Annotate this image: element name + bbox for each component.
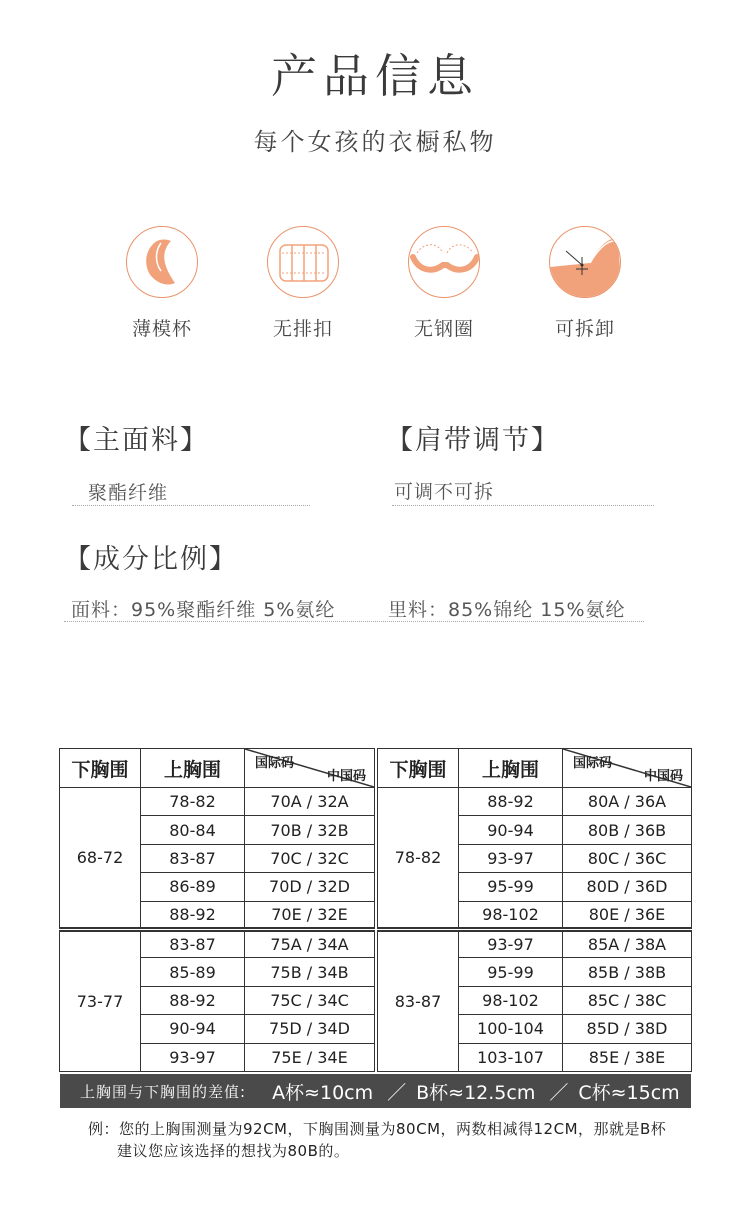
divider xyxy=(72,505,310,506)
feature-thin-mold-cup xyxy=(102,226,222,341)
over-bust-cell: 93-97 xyxy=(459,844,563,872)
over-bust-cell: 80-84 xyxy=(141,816,245,844)
strap-value: 可调不可拆 xyxy=(394,481,495,503)
feature-no-underwire xyxy=(384,226,504,341)
header-over-bust: 上胸围 xyxy=(141,749,245,788)
size-code-cell: 70D / 32D xyxy=(245,873,375,901)
header-intl-code: 国际码 xyxy=(255,756,295,771)
feature-label: 可拆卸 xyxy=(554,318,615,340)
size-code-cell: 85A / 38A xyxy=(563,929,692,957)
feature-label: 无排扣 xyxy=(272,318,333,340)
page-title: 产品信息 xyxy=(271,49,479,103)
feature-detachable xyxy=(525,226,645,341)
header-cn-code: 中国码 xyxy=(643,769,683,784)
example-note-line1: 例：您的上胸围测量为92CM，下胸围测量为80CM，两数相减得12CM，那就是B杯 xyxy=(88,1120,667,1138)
separator: ／ xyxy=(549,1081,569,1104)
under-bust-cell: 78-82 xyxy=(378,788,459,930)
feature-label: 无钢圈 xyxy=(413,318,474,340)
over-bust-cell: 78-82 xyxy=(141,788,245,816)
over-bust-cell: 95-99 xyxy=(459,873,563,901)
size-code-cell: 80B / 36B xyxy=(563,816,692,844)
over-bust-cell: 103-107 xyxy=(459,1043,563,1071)
size-code-cell: 85E / 38E xyxy=(563,1043,692,1071)
size-code-cell: 70A / 32A xyxy=(245,788,375,816)
main-fabric-value: 聚酯纤维 xyxy=(88,482,169,504)
size-code-cell: 80D / 36D xyxy=(563,873,692,901)
feature-no-hook xyxy=(243,226,363,341)
size-code-cell: 75B / 34B xyxy=(245,958,375,986)
size-code-cell: 85B / 38B xyxy=(563,958,692,986)
page-subtitle: 每个女孩的衣橱私物 xyxy=(253,128,497,156)
size-code-cell: 70C / 32C xyxy=(245,844,375,872)
header-size-code xyxy=(563,749,692,788)
over-bust-cell: 83-87 xyxy=(141,844,245,872)
over-bust-cell: 100-104 xyxy=(459,1015,563,1043)
size-code-cell: 80A / 36A xyxy=(563,788,692,816)
cup-c-value: C杯≈15cm xyxy=(578,1081,680,1104)
size-code-cell: 75D / 34D xyxy=(245,1015,375,1043)
size-code-cell: 85C / 38C xyxy=(563,986,692,1014)
over-bust-cell: 93-97 xyxy=(459,929,563,957)
over-bust-cell: 85-89 xyxy=(141,958,245,986)
over-bust-cell: 88-92 xyxy=(141,901,245,929)
cup-b-value: B杯≈12.5cm xyxy=(416,1081,536,1104)
detachable-icon xyxy=(549,226,621,298)
header-cn-code: 中国码 xyxy=(326,769,366,784)
composition-outer: 面料：95%聚酯纤维 5%氨纶 xyxy=(71,599,336,621)
header-size-code xyxy=(245,749,375,788)
over-bust-cell: 83-87 xyxy=(141,929,245,957)
composition-heading: 【成分比例】 xyxy=(64,544,238,575)
size-code-cell: 85D / 38D xyxy=(563,1015,692,1043)
over-bust-cell: 88-92 xyxy=(459,788,563,816)
size-code-cell: 70B / 32B xyxy=(245,816,375,844)
size-code-cell: 75A / 34A xyxy=(245,929,375,957)
separator: ／ xyxy=(387,1081,407,1104)
over-bust-cell: 86-89 xyxy=(141,873,245,901)
size-code-cell: 70E / 32E xyxy=(245,901,375,929)
header-over-bust: 上胸围 xyxy=(459,749,563,788)
over-bust-cell: 93-97 xyxy=(141,1043,245,1071)
under-bust-cell: 73-77 xyxy=(60,929,141,1071)
header-intl-code: 国际码 xyxy=(573,756,613,771)
under-bust-cell: 83-87 xyxy=(378,929,459,1071)
table-row xyxy=(378,788,692,816)
no-underwire-icon xyxy=(408,226,480,298)
size-table-right xyxy=(377,748,692,1072)
difference-label: 上胸围与下胸围的差值: xyxy=(80,1082,247,1101)
over-bust-cell: 88-92 xyxy=(141,986,245,1014)
example-note-line2: 建议您应该选择的想找为80B的。 xyxy=(117,1142,350,1160)
strap-heading: 【肩带调节】 xyxy=(386,425,560,456)
over-bust-cell: 90-94 xyxy=(141,1015,245,1043)
thin-mold-cup-icon xyxy=(126,226,198,298)
size-table-left xyxy=(59,748,375,1072)
over-bust-cell: 90-94 xyxy=(459,816,563,844)
size-code-cell: 75C / 34C xyxy=(245,986,375,1014)
divider xyxy=(64,621,644,622)
composition-lining: 里料：85%锦纶 15%氨纶 xyxy=(388,599,626,621)
header-under-bust: 下胸围 xyxy=(60,749,141,788)
main-fabric-heading: 【主面料】 xyxy=(64,425,209,456)
divider xyxy=(392,505,654,506)
over-bust-cell: 98-102 xyxy=(459,986,563,1014)
size-code-cell: 75E / 34E xyxy=(245,1043,375,1071)
cup-a-value: A杯≈10cm xyxy=(272,1081,374,1104)
size-code-cell: 80C / 36C xyxy=(563,844,692,872)
size-code-cell: 80E / 36E xyxy=(563,901,692,929)
over-bust-cell: 98-102 xyxy=(459,901,563,929)
feature-label: 薄模杯 xyxy=(131,318,192,340)
cup-difference-bar xyxy=(60,1074,691,1108)
table-row xyxy=(378,929,692,957)
header-under-bust: 下胸围 xyxy=(378,749,459,788)
table-row xyxy=(60,929,375,957)
table-row xyxy=(60,788,375,816)
under-bust-cell: 68-72 xyxy=(60,788,141,930)
no-hook-icon xyxy=(267,226,339,298)
over-bust-cell: 95-99 xyxy=(459,958,563,986)
